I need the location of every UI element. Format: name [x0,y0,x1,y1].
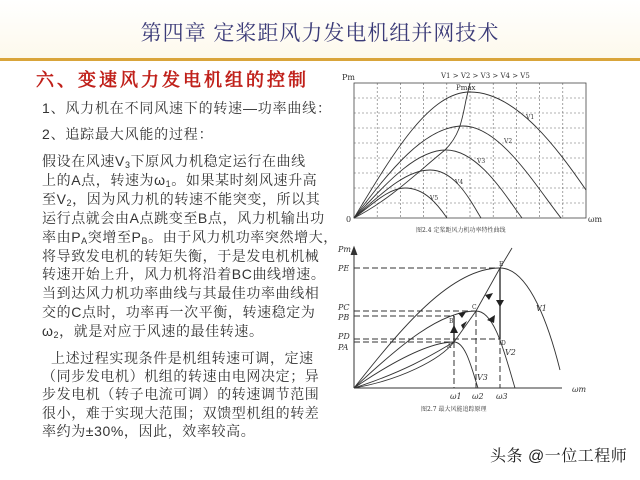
text-segment: 步发电机（转子电流可调）的转速调节范围 [42,386,320,403]
text-segment: 当到达风力机功率曲线与其最佳功率曲线相 [42,285,320,302]
text-segment: 。如果某时刻风速升高 [171,171,318,188]
text-segment: 运行点就会由A点跳变至B点，风力机输出功 [42,209,325,226]
y-axis-label: Pm [338,245,351,254]
curve-v3 [354,150,522,218]
text-segment: 交的C点时，功率再一次平衡，转速稳定为 [42,304,316,321]
curve-label: V2 [505,348,516,357]
text-segment: 。由于风力机功率突然增大， [148,228,338,245]
point-label: B [449,318,454,325]
subscript: 2 [53,330,60,341]
point-label: D [501,340,506,347]
text-segment: 很小，难于实现大范围；双馈型机组的转差 [42,404,320,421]
arrow-icon [485,293,493,300]
text-segment: 上述过程实现条件是机组转速可调，定速 [42,350,314,366]
curve-label: V4 [455,179,464,186]
point-label: E [499,261,504,268]
subscript: B [141,235,149,246]
curve-label: V3 [477,158,486,165]
legend: V1 > V2 > V3 > V4 > V5 [441,72,530,80]
y-axis-label: Pm [342,73,355,82]
arrows [450,293,504,333]
curve-v1 [354,268,560,388]
speed-label: ω1 [450,392,462,401]
arrow-icon [450,325,458,333]
y-axis-arrow [351,247,357,255]
text-segment: ，就是对应于风速的最佳转速。 [59,323,264,340]
grid [354,83,586,218]
point-label: A [447,343,452,350]
curve-v2 [354,126,561,218]
pmax-label: Pmax [456,84,476,92]
figure-caption: 图2.4 定桨距风力机功率特性曲线 [416,227,506,234]
text-segment: 率约为±30%，因此，效率较高。 [42,422,256,439]
speed-label: ω3 [496,392,508,401]
subscript: 3 [124,160,131,170]
text-segment: 率由P [42,228,82,245]
curve-label: V5 [430,195,439,202]
list-item: 2、追踪最大风能的过程： [42,126,214,142]
subscript: A [81,235,88,246]
subscript: 1 [165,178,172,189]
power-label: PC [338,303,350,312]
text-segment: （同步发电机）机组的转速由电网决定；异 [42,368,320,385]
power-label: PA [338,343,349,352]
text-segment: ，因为风力机的转速不能突变，所以其 [72,190,321,207]
x-axis-label: ωm [588,215,603,224]
subscript: 2 [66,197,73,208]
text-segment: 上的A点，转速为ω [42,171,166,188]
text-segment: 转速开始上升，风力机将沿着BC曲线增速。 [42,266,326,283]
point-label: C [472,304,477,311]
power-label: PB [338,313,350,322]
section-heading: 六、变速风力发电机组的控制 [36,70,309,91]
curve-label: V1 [526,114,535,121]
text-segment: 假设在风速V [42,153,125,169]
origin-label: 0 [346,215,352,224]
power-label: PD [338,332,350,341]
curve-label: V2 [504,138,513,145]
speed-label: ω2 [472,392,484,401]
curve-label: V1 [536,304,547,313]
power-label: PE [338,264,350,273]
text-segment: ω [42,323,54,340]
list-item: 1、风力机在不同风速下的转速—功率曲线： [42,100,332,116]
curve-label: V3 [477,373,488,382]
text-segment: 突增至P [87,228,142,245]
x-axis-label: ωm [572,385,587,394]
curve-v3-lower [354,342,454,388]
slide-title: 第四章 定桨距风力发电机组并网技术 [140,22,500,45]
arrow-icon [458,312,466,318]
arrow-icon [496,300,504,307]
figure-caption: 图2.7 最大风能追踪原理 [421,406,487,413]
watermark: 头条 @一位工程师 [490,448,628,465]
curve-v2 [354,311,515,388]
text-segment: 至V [42,190,67,207]
text-segment: 下原风力机稳定运行在曲线 [130,153,306,169]
text-segment: 将导致发电机的转矩失衡，于是发电机机械 [42,247,320,264]
